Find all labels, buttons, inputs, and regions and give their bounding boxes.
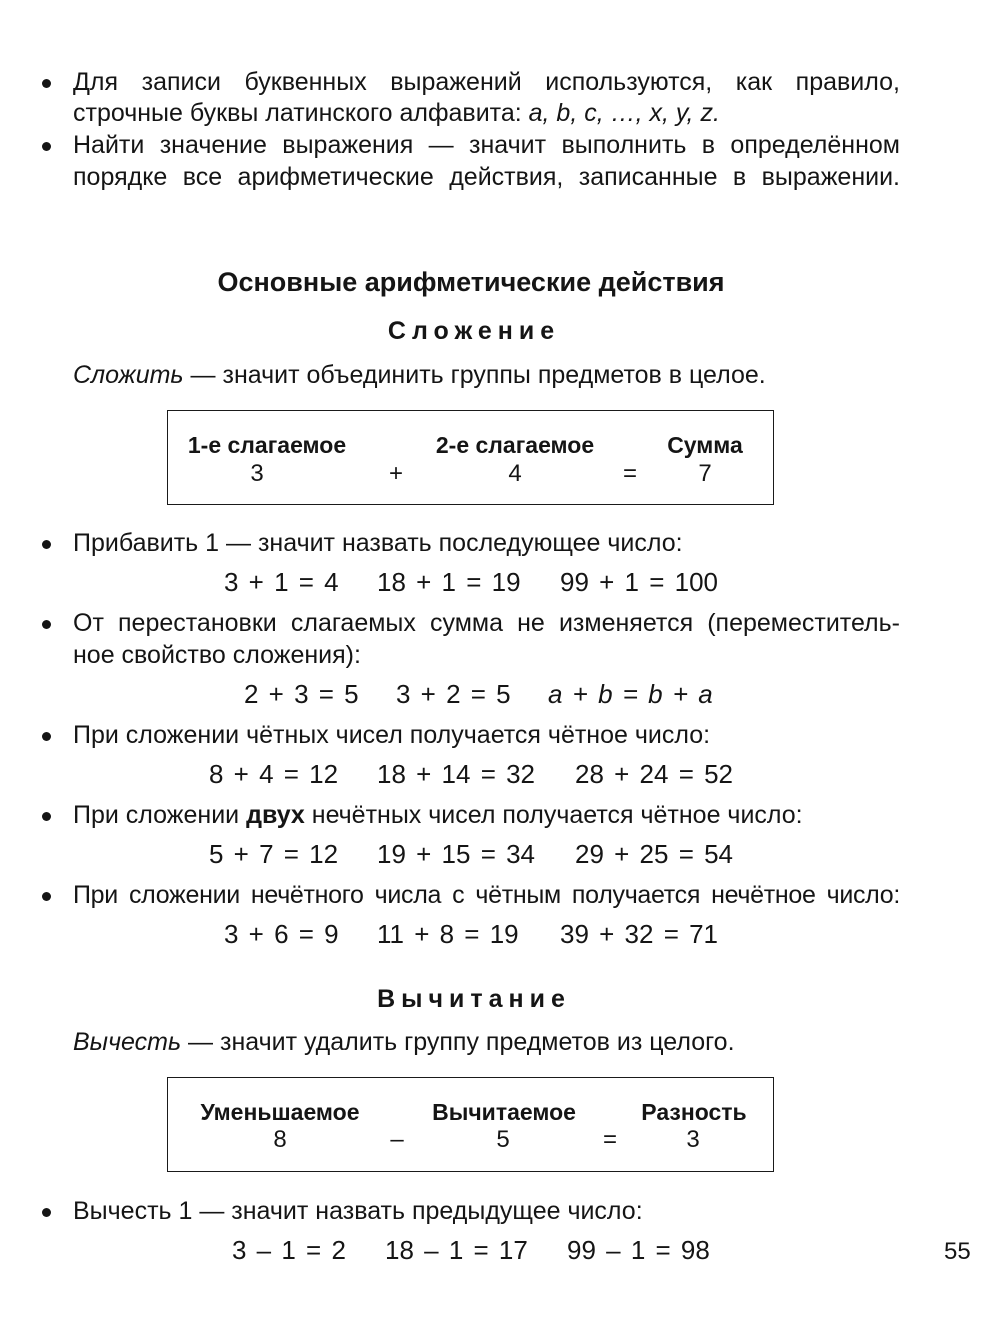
addition-rule-5-example-2: 11 + 8 = 19 [377, 919, 519, 949]
subtraction-value-subtrahend: 5 [496, 1126, 510, 1153]
addition-rule-1-example-2: 18 + 1 = 19 [377, 567, 521, 597]
bullet-icon [42, 620, 51, 629]
bullet-icon [42, 142, 51, 151]
subtraction-rule-1-example-1: 3 – 1 = 2 [232, 1235, 346, 1265]
intro-bullet-1-text: строчные буквы латинского алфавита: [73, 99, 529, 127]
addition-rule-1: Прибавить 1 — значит назвать последующее число: [73, 529, 683, 557]
bullet-icon [42, 79, 51, 88]
subtraction-definition-text: — значит удалить группу предметов из целого. [181, 1028, 735, 1056]
addition-header-addend-2: 2-е слагаемое [435, 432, 595, 458]
intro-bullet-1-line-1: Для записи буквенных выражений используются, как правило, [73, 68, 900, 96]
addition-rule-4-example-3: 29 + 25 = 54 [575, 839, 734, 869]
bullet-icon [42, 732, 51, 741]
latin-letters: a, b, c, …, x, y, z. [528, 99, 720, 127]
addition-title: Сложение [387, 317, 561, 345]
addition-rule-2-line-1: От перестановки слагаемых сумма не изменяется (переместитель- [73, 609, 900, 637]
subtraction-rule-1: Вычесть 1 — значит назвать предыдущее число: [73, 1197, 643, 1225]
addition-rule-3-example-3: 28 + 24 = 52 [575, 759, 734, 789]
bullet-icon [42, 540, 51, 549]
intro-bullet-2-line-2: порядке все арифметические действия, записанные в выражении. [73, 163, 900, 191]
addition-operator-equals: = [622, 460, 637, 487]
addition-rule-4-example-1: 5 + 7 = 12 [209, 839, 339, 869]
subtraction-rule-1-example-2: 18 – 1 = 17 [385, 1235, 528, 1265]
addition-rule-4-text-before: При сложении [73, 801, 247, 829]
intro-bullet-1-line-2 [73, 97, 900, 129]
subtraction-header-subtrahend: Вычитаемое [432, 1099, 576, 1125]
section-title: Основные арифметические действия [217, 267, 725, 297]
subtraction-title: Вычитание [377, 985, 571, 1013]
addition-operator-plus: + [388, 460, 403, 487]
addition-rule-5-example-1: 3 + 6 = 9 [224, 919, 339, 949]
addition-rule-2-line-2: ное свойство сложения): [73, 641, 361, 669]
subtraction-operator-equals: = [602, 1126, 617, 1153]
addition-definition-term: Сложить [73, 361, 184, 389]
bullet-icon [42, 1208, 51, 1217]
addition-rule-4-text-after: нечётных чисел получается чётное число: [304, 801, 803, 829]
addition-definition-text: — значит объединить группы предметов в целое. [183, 361, 766, 389]
bullet-icon [42, 892, 51, 901]
subtraction-value-difference: 3 [686, 1126, 700, 1153]
addition-rule-2-example-2: 3 + 2 = 5 [396, 679, 511, 709]
page-number: 55 [944, 1238, 971, 1265]
subtraction-header-difference: Разность [641, 1099, 747, 1125]
addition-value-addend-1: 3 [250, 460, 264, 487]
addition-rule-1-example-1: 3 + 1 = 4 [224, 567, 339, 597]
subtraction-table [167, 1077, 774, 1172]
addition-rule-5-example-3: 39 + 32 = 71 [560, 919, 719, 949]
addition-rule-4 [73, 799, 900, 831]
addition-value-addend-2: 4 [508, 460, 522, 487]
addition-rule-4-emphasis: двух [246, 801, 305, 829]
addition-header-sum: Сумма [667, 432, 743, 458]
addition-rule-3-example-1: 8 + 4 = 12 [209, 759, 339, 789]
addition-definition [73, 359, 900, 391]
addition-rule-2-example-1: 2 + 3 = 5 [244, 679, 359, 709]
addition-rule-4-example-2: 19 + 15 = 34 [377, 839, 536, 869]
addition-value-sum: 7 [698, 460, 712, 487]
addition-rule-2-example-3: a + b = b + a [548, 679, 713, 709]
subtraction-definition-term: Вычесть [73, 1028, 182, 1056]
subtraction-value-minuend: 8 [273, 1126, 287, 1153]
addition-header-addend-1: 1-е слагаемое [187, 432, 347, 458]
bullet-icon [42, 812, 51, 821]
subtraction-header-minuend: Уменьшаемое [200, 1099, 360, 1125]
addition-table [167, 410, 774, 505]
addition-rule-5: При сложении нечётного числа с чётным получается нечётное число: [73, 881, 900, 909]
addition-rule-3: При сложении чётных чисел получается чётное число: [73, 721, 711, 749]
intro-bullet-2-line-1: Найти значение выражения — значит выполнить в определённом [73, 131, 900, 159]
subtraction-rule-1-example-3: 99 – 1 = 98 [567, 1235, 710, 1265]
addition-rule-1-example-3: 99 + 1 = 100 [560, 567, 719, 597]
subtraction-operator-minus: – [390, 1126, 404, 1153]
subtraction-definition [73, 1026, 900, 1058]
addition-rule-3-example-2: 18 + 14 = 32 [377, 759, 536, 789]
